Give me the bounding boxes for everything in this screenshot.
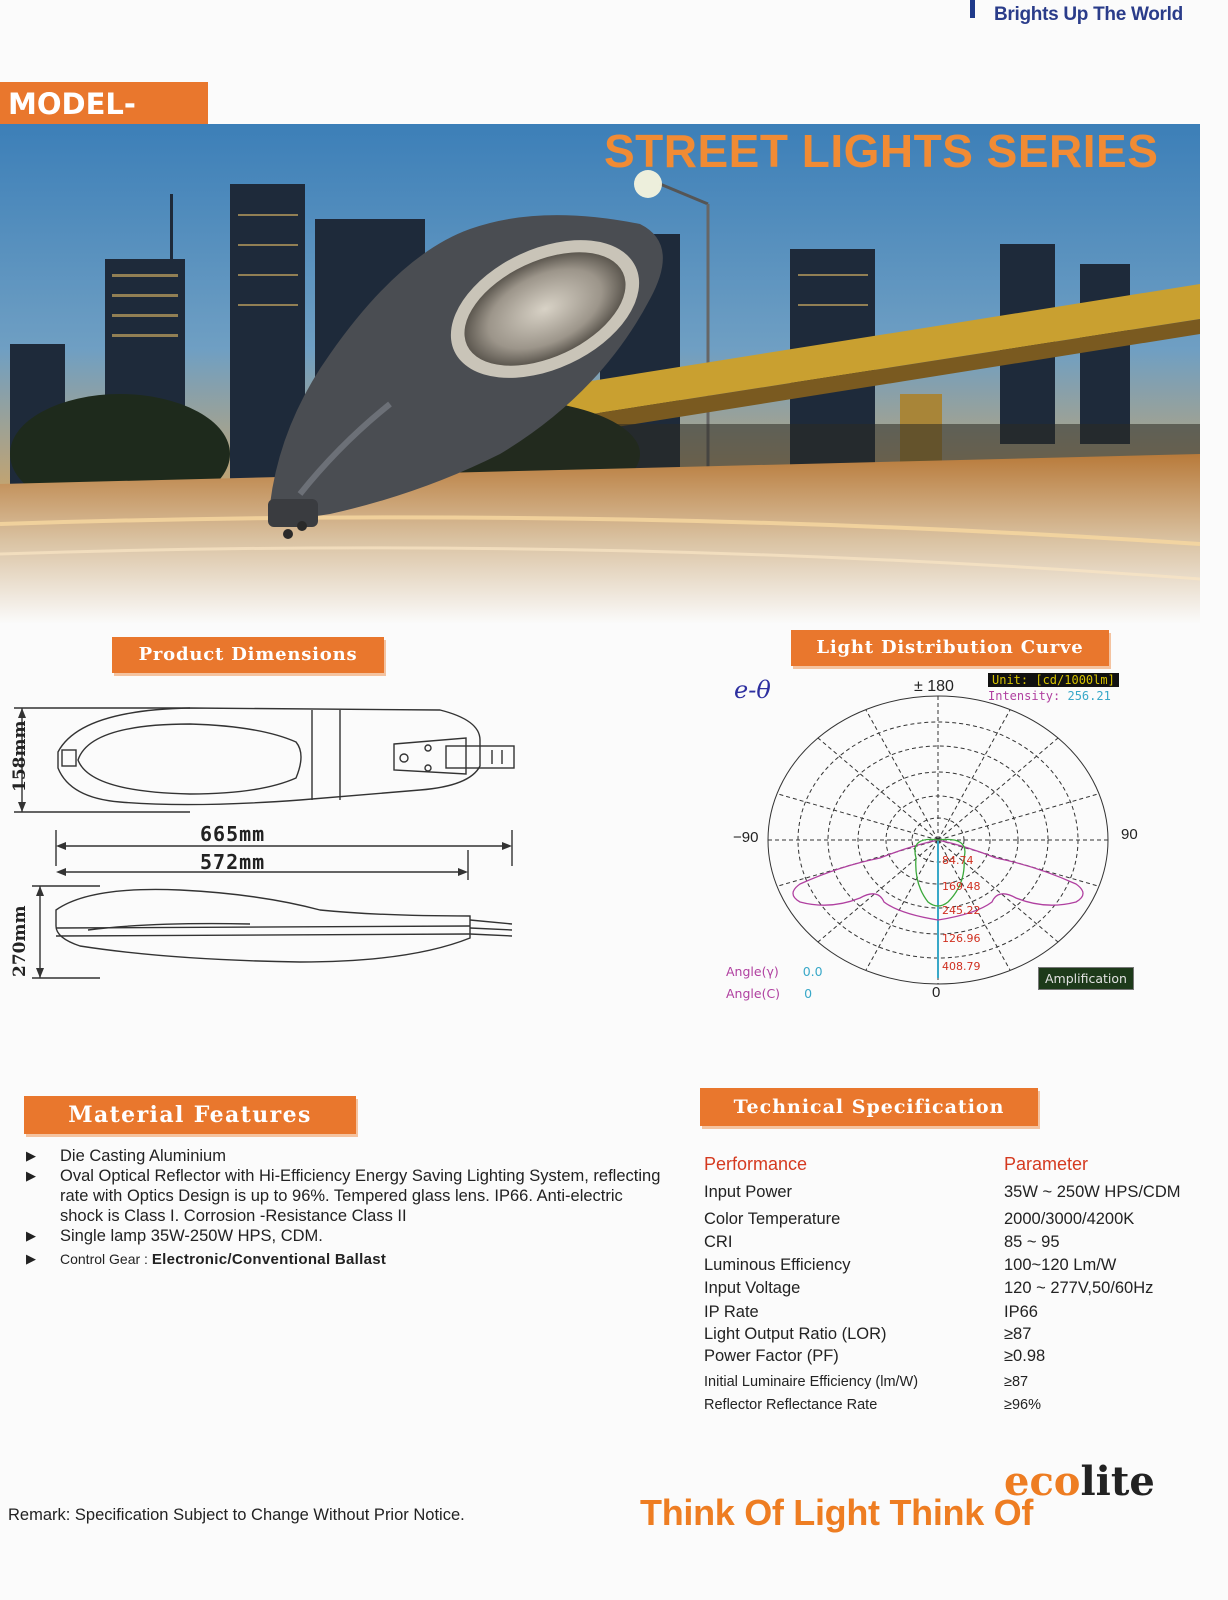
ring-value: 408.79	[942, 960, 981, 973]
amplification-button[interactable]: Amplification	[1038, 967, 1134, 990]
parameter-column-header: Parameter	[1004, 1154, 1089, 1174]
slogan-text: Think Of Light Think Of	[640, 1492, 1034, 1533]
intensity-label: Intensity:	[988, 689, 1061, 703]
bullet-arrow-icon: ▶	[26, 1168, 36, 1183]
dimension-drawing	[0, 690, 540, 980]
ecolite-logo: ecolite	[1004, 1458, 1155, 1505]
hero-image	[0, 124, 1200, 624]
curve-c90	[915, 839, 965, 906]
dimension-height-side: 270mm	[10, 905, 30, 977]
curve-right-label: 90	[1121, 826, 1138, 843]
control-gear-value: Electronic/Conventional Ballast	[151, 1251, 387, 1268]
material-features-list	[26, 1146, 666, 1270]
performance-column-header: Performance	[704, 1154, 808, 1174]
series-title: STREET LIGHTS SERIES	[604, 125, 1159, 177]
list-item: ▶ Oval Optical Reflector with Hi-Efficiency Energy Saving Lighting System, reflecting rate with Optics Design is up to 96%. Tempered glass lens. IP66. Anti-electric shock is Class I. Corrosion -Resistance Class II	[26, 1167, 661, 1225]
angle-gamma-value: 0.0	[802, 964, 823, 979]
list-item: ▶ Die Casting Aluminium	[26, 1147, 226, 1165]
technical-specification-heading: Technical Specification	[700, 1088, 1038, 1126]
angle-c-row	[726, 986, 812, 1001]
brand-bar	[970, 0, 975, 18]
ring-value: 84.74	[942, 854, 974, 867]
angle-gamma-row	[726, 964, 823, 979]
angle-c-label: Angle(C)	[726, 986, 781, 1001]
bullet-arrow-icon: ▶	[26, 1148, 36, 1163]
intensity-value: 256.21	[1067, 689, 1111, 703]
light-distribution-heading: Light Distribution Curve	[791, 630, 1109, 666]
remark-text: Remark: Specification Subject to Change Without Prior Notice.	[8, 1506, 465, 1524]
bullet-arrow-icon: ▶	[26, 1228, 36, 1243]
dimension-length-inner: 572mm	[200, 850, 266, 874]
curve-top-label: ± 180	[914, 678, 954, 695]
list-item: ▶ Single lamp 35W-250W HPS, CDM.	[26, 1227, 323, 1245]
angle-c-value: 0	[804, 986, 813, 1001]
curve-bottom-label: 0	[932, 984, 941, 1001]
list-item	[26, 1249, 666, 1270]
ring-value: 245.22	[942, 904, 981, 917]
curve-symbol: e-θ	[734, 676, 771, 704]
curve-left-label: −90	[733, 829, 759, 846]
city-night-illustration	[0, 124, 1200, 624]
bullet-arrow-icon: ▶	[26, 1251, 36, 1266]
dimension-height-top: 158mm	[10, 720, 30, 792]
polar-chart	[760, 688, 1120, 988]
ring-value: 169.48	[942, 880, 981, 893]
dimension-length-total: 665mm	[200, 822, 266, 846]
angle-gamma-label: Angle(γ)	[726, 964, 779, 979]
product-dimensions-heading: Product Dimensions	[112, 637, 384, 673]
material-features-heading: Material Features	[24, 1096, 356, 1134]
control-gear-label: Control Gear :	[60, 1251, 148, 1267]
tagline: Brights Up The World	[994, 4, 1183, 25]
ring-value: 126.96	[942, 932, 981, 945]
model-label: MODEL-	[0, 82, 208, 124]
unit-label: Unit: [cd/1000lm]	[988, 673, 1119, 687]
